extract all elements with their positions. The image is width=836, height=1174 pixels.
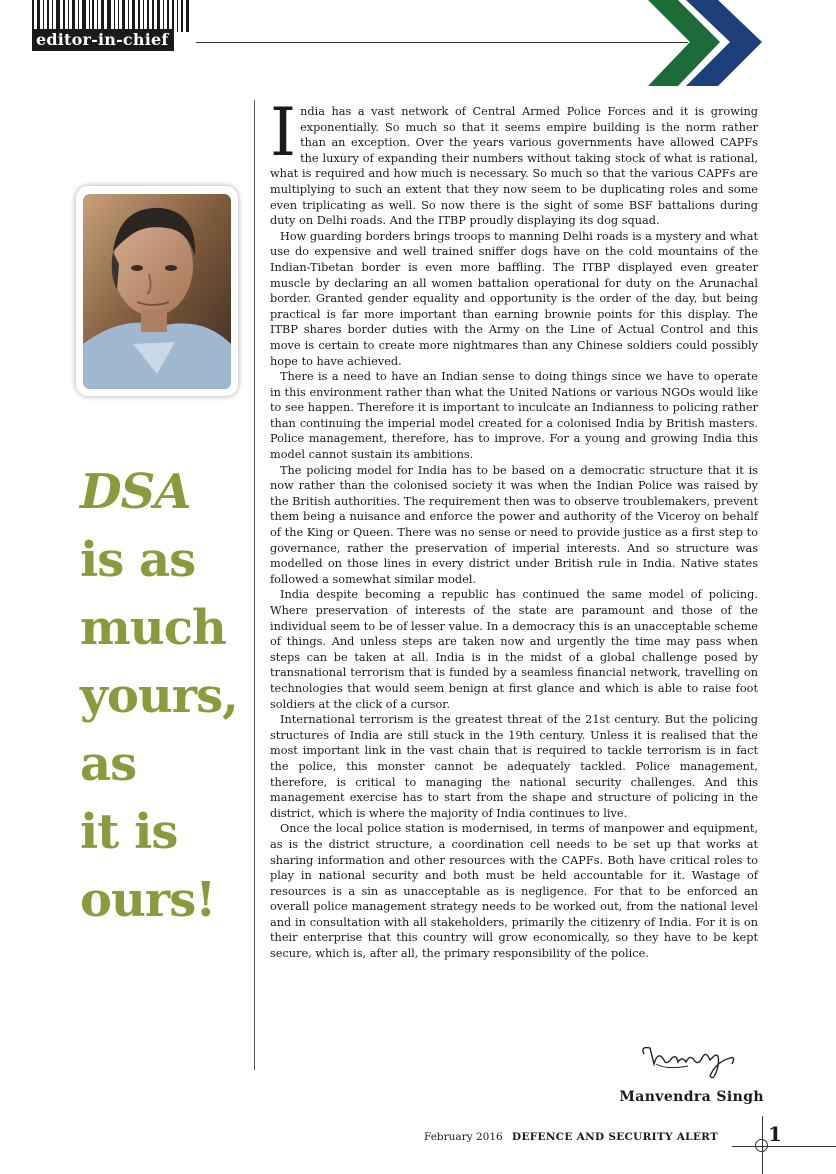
chevron-arrows-icon bbox=[648, 0, 778, 88]
section-label: editor-in-chief bbox=[32, 29, 174, 51]
pull-quote-line: is as bbox=[80, 532, 196, 588]
pull-quote-line: as bbox=[80, 736, 137, 792]
article-paragraph: How guarding borders brings troops to manning Delhi roads is a mystery and what use do expensive and well trained sniffer dogs have on the cold mountains of the Indian-Tibetan border is even more baffling. The ITBP displayed even greater muscle by declaring an all women battalion operational for duty on the Arunachal border. Granted gender equality and opportunity is the order of the day, but being practical is far more important than earning brownie points for this display. The ITBP shares border duties with the Army on the Line of Actual Control and this move is certain to create more nightmares than any Chinese soldiers could possibly hope to have achieved. bbox=[270, 229, 758, 368]
pull-quote bbox=[80, 458, 260, 934]
pull-quote-line: ours! bbox=[80, 872, 216, 928]
publication-name: DEFENCE AND SECURITY ALERT bbox=[512, 1131, 719, 1143]
header-barcode bbox=[32, 0, 192, 32]
column-divider bbox=[254, 100, 255, 1070]
article-paragraph: India has a vast network of Central Armed Police Forces and it is growing exponentially. So much so that it seems empire building is the norm rather than an exception. Over the years various governments have allowed CAPFs the luxury of expanding their numbers without taking stock of what is rational, what is required and how much is necessary. So much so that the various CAPFs are multiplying to such an extent that they now seem to be duplicating roles and some even triplicating as well. So now there is the sight of some BSF battalions during duty on Delhi roads. And the ITBP proudly displaying its dog squad. bbox=[270, 94, 758, 228]
article-paragraph: International terrorism is the greatest threat of the 21st century. But the policing structures of India are still stuck in the 19th century. Unless it is realised that the most important link in the vast chain that is required to tackle terrorism is in fact the police, this monster cannot be adequately tackled. Police management, therefore, is critical to managing the national security challenges. And this management exercise has to start from the shape and structure of policing in the district, which is where the majority of India continues to live. bbox=[270, 713, 758, 820]
article-paragraph: There is a need to have an Indian sense to doing things since we have to operate in this environment rather than what the United Nations or various NGOs would like to see happen. Therefore it is important to inculcate an Indianness to policing rather than continuing the imperial model created for a colonised India by British masters. Police management, therefore, has to improve. For a young and growing India this model cannot sustain its ambitions. bbox=[270, 370, 758, 462]
pull-quote-line: it is bbox=[80, 804, 178, 860]
page-number: 1 bbox=[768, 1122, 782, 1146]
handwritten-signature-icon bbox=[636, 1040, 746, 1090]
header-rule bbox=[196, 42, 688, 43]
author-name: Manvendra Singh bbox=[619, 1089, 764, 1105]
registration-mark-icon bbox=[755, 1139, 768, 1152]
issue-date: February 2016 bbox=[424, 1131, 503, 1143]
article-paragraph: India despite becoming a republic has continued the same model of policing. Where preservation of interests of the state are paramount and those of the individual seem to be of lesser value. In a democracy this is an unacceptable scheme of things. And unless steps are taken now and urgently the time may pass when steps can be taken at all. India is in the midst of a global challenge posed by transnational terrorism that is funded by a seamless financial network, travelling on technologies that would seem benign at first glance and which is able to raise foot soldiers at the click of a cursor. bbox=[270, 588, 758, 711]
pull-quote-line: much bbox=[80, 600, 226, 656]
article-paragraph: The policing model for India has to be based on a democratic structure that it is now rather than the colonised society it was when the Indian Police was raised by the British authorities. The requirement then was to observe troublemakers, prevent them being a nuisance and enforce the power and authority of the Viceroy on behalf of the King or Queen. There was no sense or need to provide justice as a first step to governance, rather the preservation of imperial interests. And so structure was modelled on those lines in every district under British rule in India. Native states followed a somewhat similar model. bbox=[270, 463, 758, 586]
pull-quote-line: yours, bbox=[80, 668, 238, 724]
article-body bbox=[270, 94, 758, 962]
crop-mark bbox=[732, 1146, 836, 1147]
page-footer bbox=[424, 1131, 718, 1143]
author-portrait-icon bbox=[83, 194, 231, 389]
author-photo-frame bbox=[76, 186, 238, 396]
article-paragraph: Once the local police station is modernised, in terms of manpower and equipment, as is the district structure, a coordination cell needs to be set up that works at sharing information and other resources with the CAPFs. Both have critical roles to play in national security and both must be held accountable for it. Wastage of resources is a sin as unacceptable as is negligence. For that to be enforced an overall police management strategy needs to be worked out, from the national level and in consultation with all stakeholders, primarily the citizenry of India. For it is on their enterprise that this country will grow economically, so they have to be kept secure, which is, after all, the primary responsibility of the police. bbox=[270, 822, 758, 961]
drop-cap: I bbox=[270, 94, 297, 171]
pull-quote-brand: DSA bbox=[80, 464, 191, 520]
